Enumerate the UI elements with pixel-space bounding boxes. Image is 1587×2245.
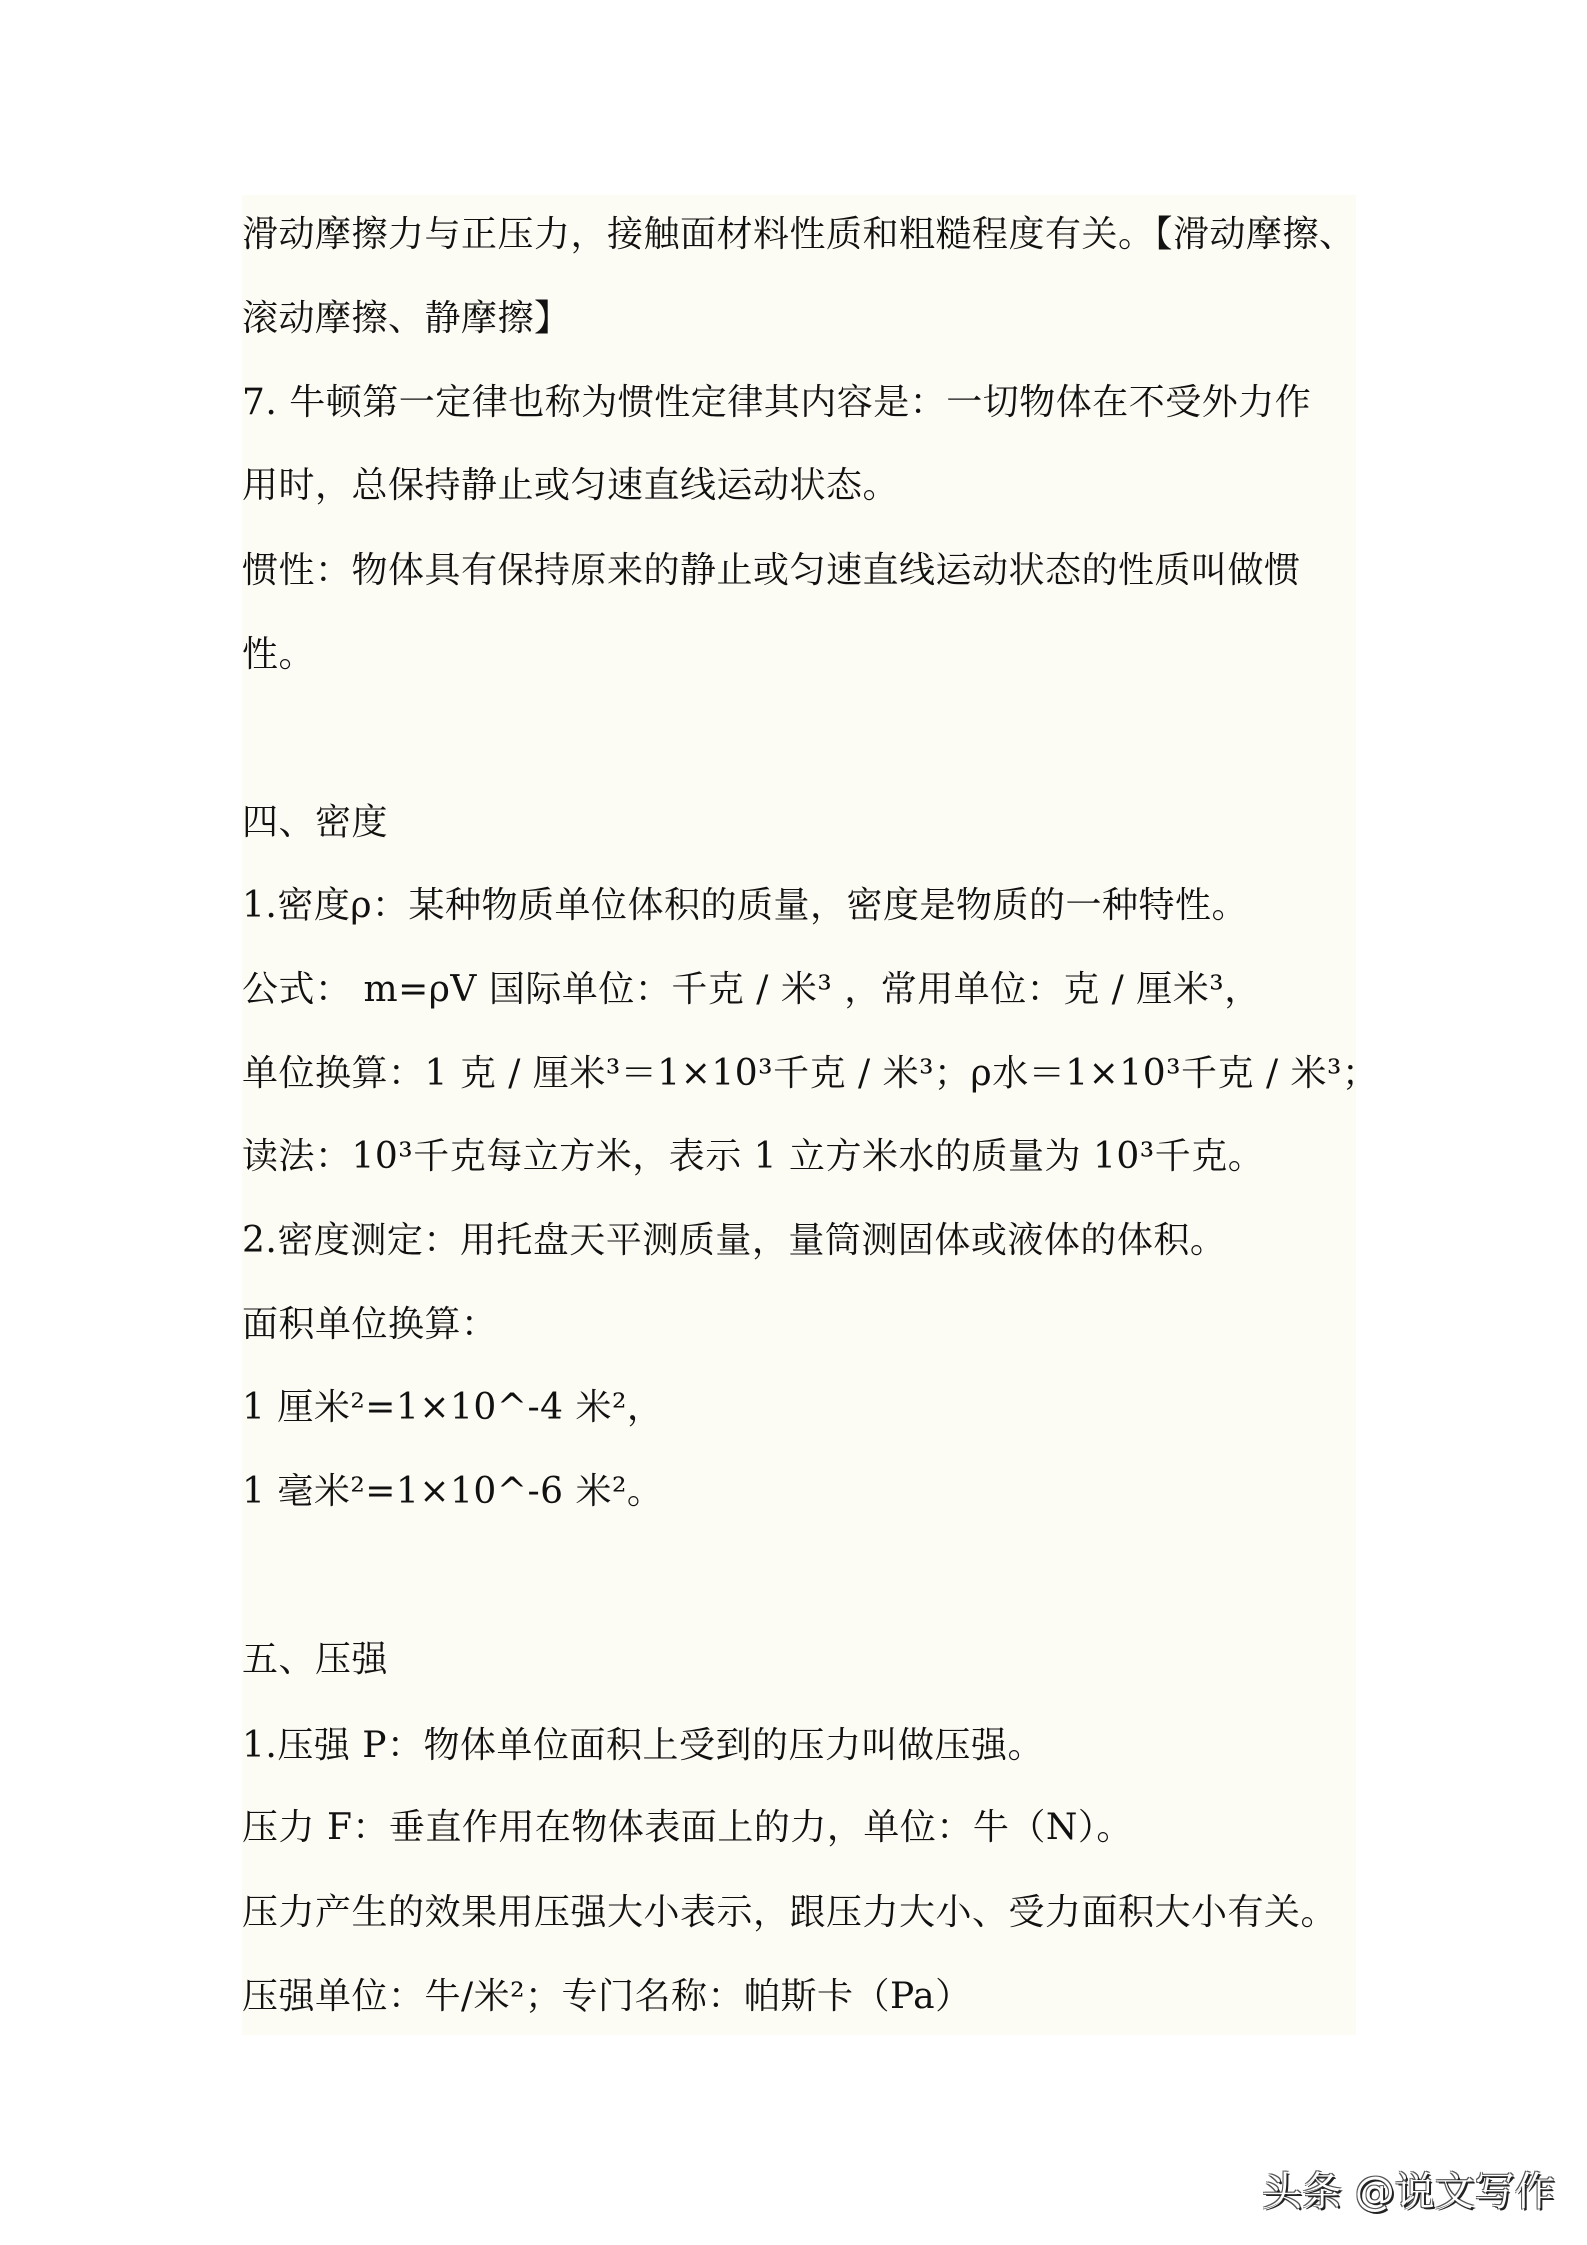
text-line: 惯性：物体具有保持原来的静止或匀速直线运动状态的性质叫做惯 xyxy=(242,550,1301,591)
text-line: 滚动摩擦、静摩擦】 xyxy=(242,298,571,339)
section-heading: 五、压强 xyxy=(242,1639,389,1680)
text-line: 读法：10³千克每立方米，表示 1 立方米水的质量为 10³千克。 xyxy=(242,1136,1265,1177)
text-line: 用时，总保持静止或匀速直线运动状态。 xyxy=(242,465,900,506)
text-line: 压力产生的效果用压强大小表示，跟压力大小、受力面积大小有关。 xyxy=(242,1892,1338,1933)
text-line: 2.密度测定：用托盘天平测质量，量筒测固体或液体的体积。 xyxy=(242,1220,1227,1261)
text-line: 公式： m=ρV 国际单位：千克 / 米³ ，常用单位：克 / 厘米³， xyxy=(242,969,1261,1010)
text-line: 单位换算：1 克 / 厘米³＝1×10³千克 / 米³；ρ水＝1×10³千克 / 米³； xyxy=(242,1053,1379,1094)
text-line: 面积单位换算： xyxy=(242,1304,498,1345)
text-line: 1 毫米²=1×10^-6 米²。 xyxy=(242,1471,664,1512)
text-line: 压力 F：垂直作用在物体表面上的力，单位：牛（N）。 xyxy=(242,1807,1133,1848)
text-line: 1.密度ρ：某种物质单位体积的质量，密度是物质的一种特性。 xyxy=(242,885,1249,926)
watermark: 头条 @说文写作 xyxy=(1262,2169,1555,2215)
text-line: 1 厘米²=1×10^-4 米²， xyxy=(242,1387,664,1428)
text-line: 1.压强 P：物体单位面积上受到的压力叫做压强。 xyxy=(242,1725,1045,1766)
text-line: 性。 xyxy=(242,634,316,675)
section-heading: 四、密度 xyxy=(242,802,389,843)
text-line: 7. 牛顿第一定律也称为惯性定律其内容是：一切物体在不受外力作 xyxy=(242,382,1312,423)
text-line: 压强单位：牛/米²；专门名称：帕斯卡（Pa） xyxy=(242,1976,972,2017)
text-line: 滑动摩擦力与正压力，接触面材料性质和粗糙程度有关。【滑动摩擦、 xyxy=(242,214,1356,255)
